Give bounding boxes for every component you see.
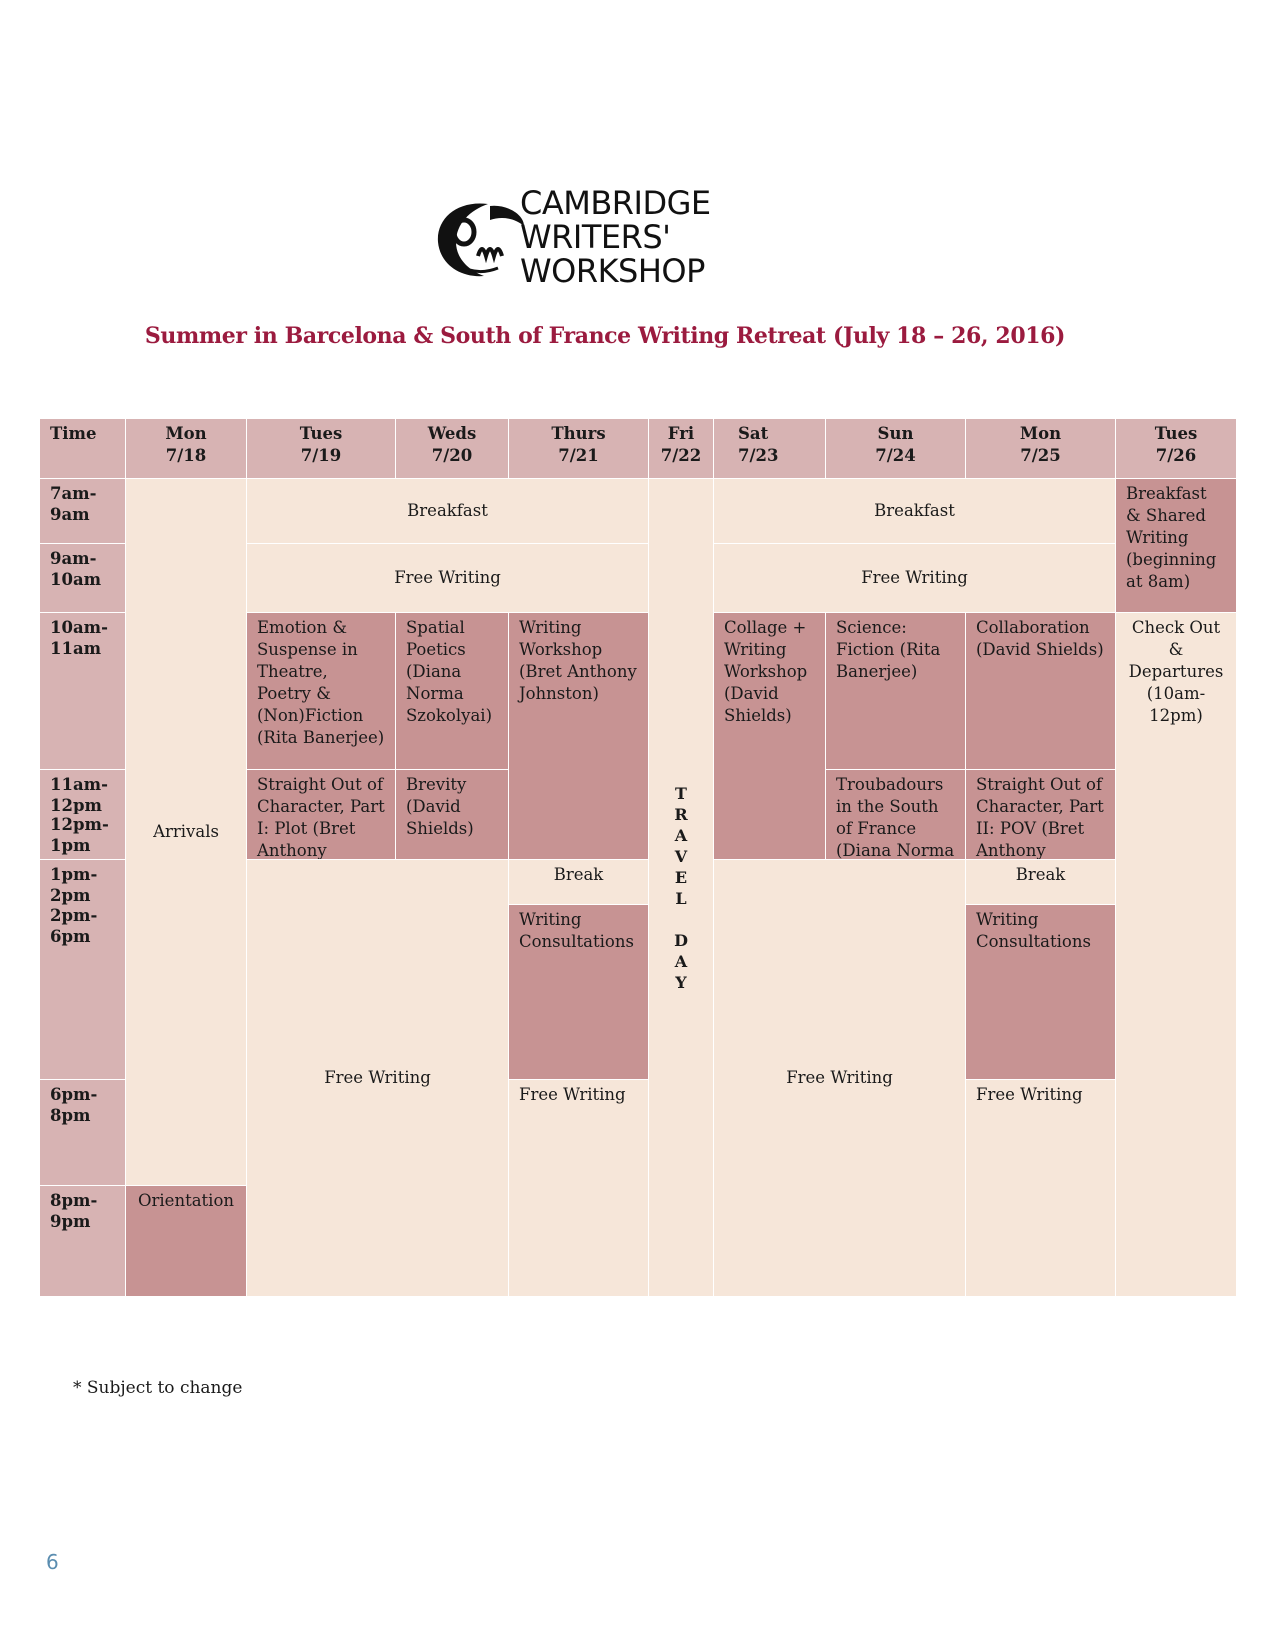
- header-day: [714, 419, 826, 479]
- header-day: [826, 419, 966, 479]
- day-date: 7/18: [165, 446, 207, 465]
- time-slot: [40, 860, 126, 905]
- event-consultations: Writing Consultations: [966, 905, 1116, 1080]
- time-slot: [40, 770, 126, 814]
- time-end: 8pm: [50, 1106, 91, 1125]
- logo: [428, 186, 768, 292]
- event-session: Emotion & Suspense in Theatre, Poetry & (Non)Fiction (Rita Banerjee): [247, 613, 396, 770]
- day-date: 7/26: [1155, 446, 1197, 465]
- event-session: Collaboration (David Shields): [966, 613, 1116, 770]
- time-slot: [40, 1080, 126, 1186]
- header-time: Time: [40, 419, 126, 479]
- event-break: Break: [966, 860, 1116, 905]
- travel-day-label: T R A V E L D A Y: [674, 783, 688, 992]
- time-start: 8pm-: [50, 1191, 98, 1210]
- time-end: 2pm: [50, 886, 91, 905]
- day-name: Mon: [165, 424, 207, 443]
- day-name: Sat: [738, 424, 769, 443]
- time-end: 12pm: [50, 796, 102, 814]
- time-slot: [40, 544, 126, 613]
- day-date: 7/22: [660, 446, 702, 465]
- footnote: * Subject to change: [73, 1378, 243, 1398]
- event-travel-day: [649, 479, 714, 1296]
- event-free-writing: Free Writing: [966, 1080, 1116, 1296]
- page-number: 6: [46, 1550, 59, 1574]
- schedule-table: [40, 419, 1236, 1342]
- logo-line: WRITERS': [520, 218, 671, 256]
- day-name: Tues: [1154, 424, 1198, 443]
- logo-line: WORKSHOP: [520, 252, 705, 290]
- time-start: 1pm-: [50, 865, 98, 884]
- event-breakfast-shared-writing: Breakfast & Shared Writing (beginning at 8am): [1116, 479, 1236, 613]
- event-orientation: Orientation: [126, 1186, 247, 1296]
- header-day: [649, 419, 714, 479]
- event-free-writing: Free Writing: [714, 860, 966, 1296]
- day-name: Mon: [1019, 424, 1062, 443]
- header-day: [247, 419, 396, 479]
- header-day: [966, 419, 1116, 479]
- event-breakfast: Breakfast: [247, 479, 649, 544]
- time-end: 9am: [50, 505, 90, 524]
- logo-wordmark: [520, 186, 711, 288]
- header-day: [396, 419, 509, 479]
- time-slot: [40, 1186, 126, 1296]
- time-start: 11am-: [50, 775, 108, 794]
- event-session: Brevity (David Shields): [396, 770, 509, 860]
- day-date: 7/23: [738, 446, 779, 465]
- day-name: Tues: [299, 424, 343, 443]
- time-end: 9pm: [50, 1212, 91, 1231]
- logo-line: CAMBRIDGE: [520, 184, 711, 222]
- time-end: 1pm: [50, 836, 91, 855]
- event-session: Troubadours in the South of France (Diana Norma: [826, 770, 966, 860]
- header-day: [1116, 419, 1236, 479]
- header-day: [509, 419, 649, 479]
- time-end: 10am: [50, 570, 102, 589]
- day-date: 7/20: [431, 446, 473, 465]
- event-session: Straight Out of Character, Part II: POV (Bret Anthony: [966, 770, 1116, 860]
- event-break: Break: [509, 860, 649, 905]
- time-slot: [40, 613, 126, 770]
- event-session: Straight Out of Character, Part I: Plot (Bret Anthony: [247, 770, 396, 860]
- event-free-writing: Free Writing: [247, 860, 509, 1296]
- time-start: 12pm-: [50, 815, 109, 834]
- day-name: Sun: [877, 424, 914, 443]
- event-session: Spatial Poetics (Diana Norma Szokolyai): [396, 613, 509, 770]
- event-check-out: Check Out & Departures (10am-12pm): [1116, 613, 1236, 1296]
- day-date: 7/19: [300, 446, 342, 465]
- day-name: Thurs: [551, 424, 606, 443]
- event-breakfast: Breakfast: [714, 479, 1116, 544]
- day-name: Weds: [427, 424, 477, 443]
- event-free-writing: Free Writing: [714, 544, 1116, 613]
- time-start: 7am-: [50, 484, 97, 503]
- time-slot: [40, 905, 126, 1080]
- event-free-writing: Free Writing: [509, 1080, 649, 1296]
- day-name: Fri: [667, 424, 695, 443]
- event-free-writing: Free Writing: [247, 544, 649, 613]
- event-session: Collage + Writing Workshop (David Shields): [714, 613, 826, 860]
- event-arrivals: Arrivals: [126, 479, 247, 1186]
- time-start: 10am-: [50, 618, 108, 637]
- event-session: Science: Fiction (Rita Banerjee): [826, 613, 966, 770]
- day-date: 7/21: [558, 446, 599, 465]
- time-end: 11am: [50, 639, 102, 658]
- header-day: [126, 419, 247, 479]
- event-session: Writing Workshop (Bret Anthony Johnston): [509, 613, 649, 860]
- day-date: 7/24: [875, 446, 916, 465]
- logo-emblem-icon: [428, 196, 528, 282]
- event-consultations: Writing Consultations: [509, 905, 649, 1080]
- time-start: 6pm-: [50, 1085, 98, 1104]
- time-slot: [40, 814, 126, 860]
- time-start: 9am-: [50, 549, 97, 568]
- time-slot: [40, 479, 126, 544]
- time-end: 6pm: [50, 927, 91, 946]
- page-title: Summer in Barcelona & South of France Writing Retreat (July 18 – 26, 2016): [144, 323, 1066, 349]
- time-start: 2pm-: [50, 906, 98, 925]
- day-date: 7/25: [1020, 446, 1061, 465]
